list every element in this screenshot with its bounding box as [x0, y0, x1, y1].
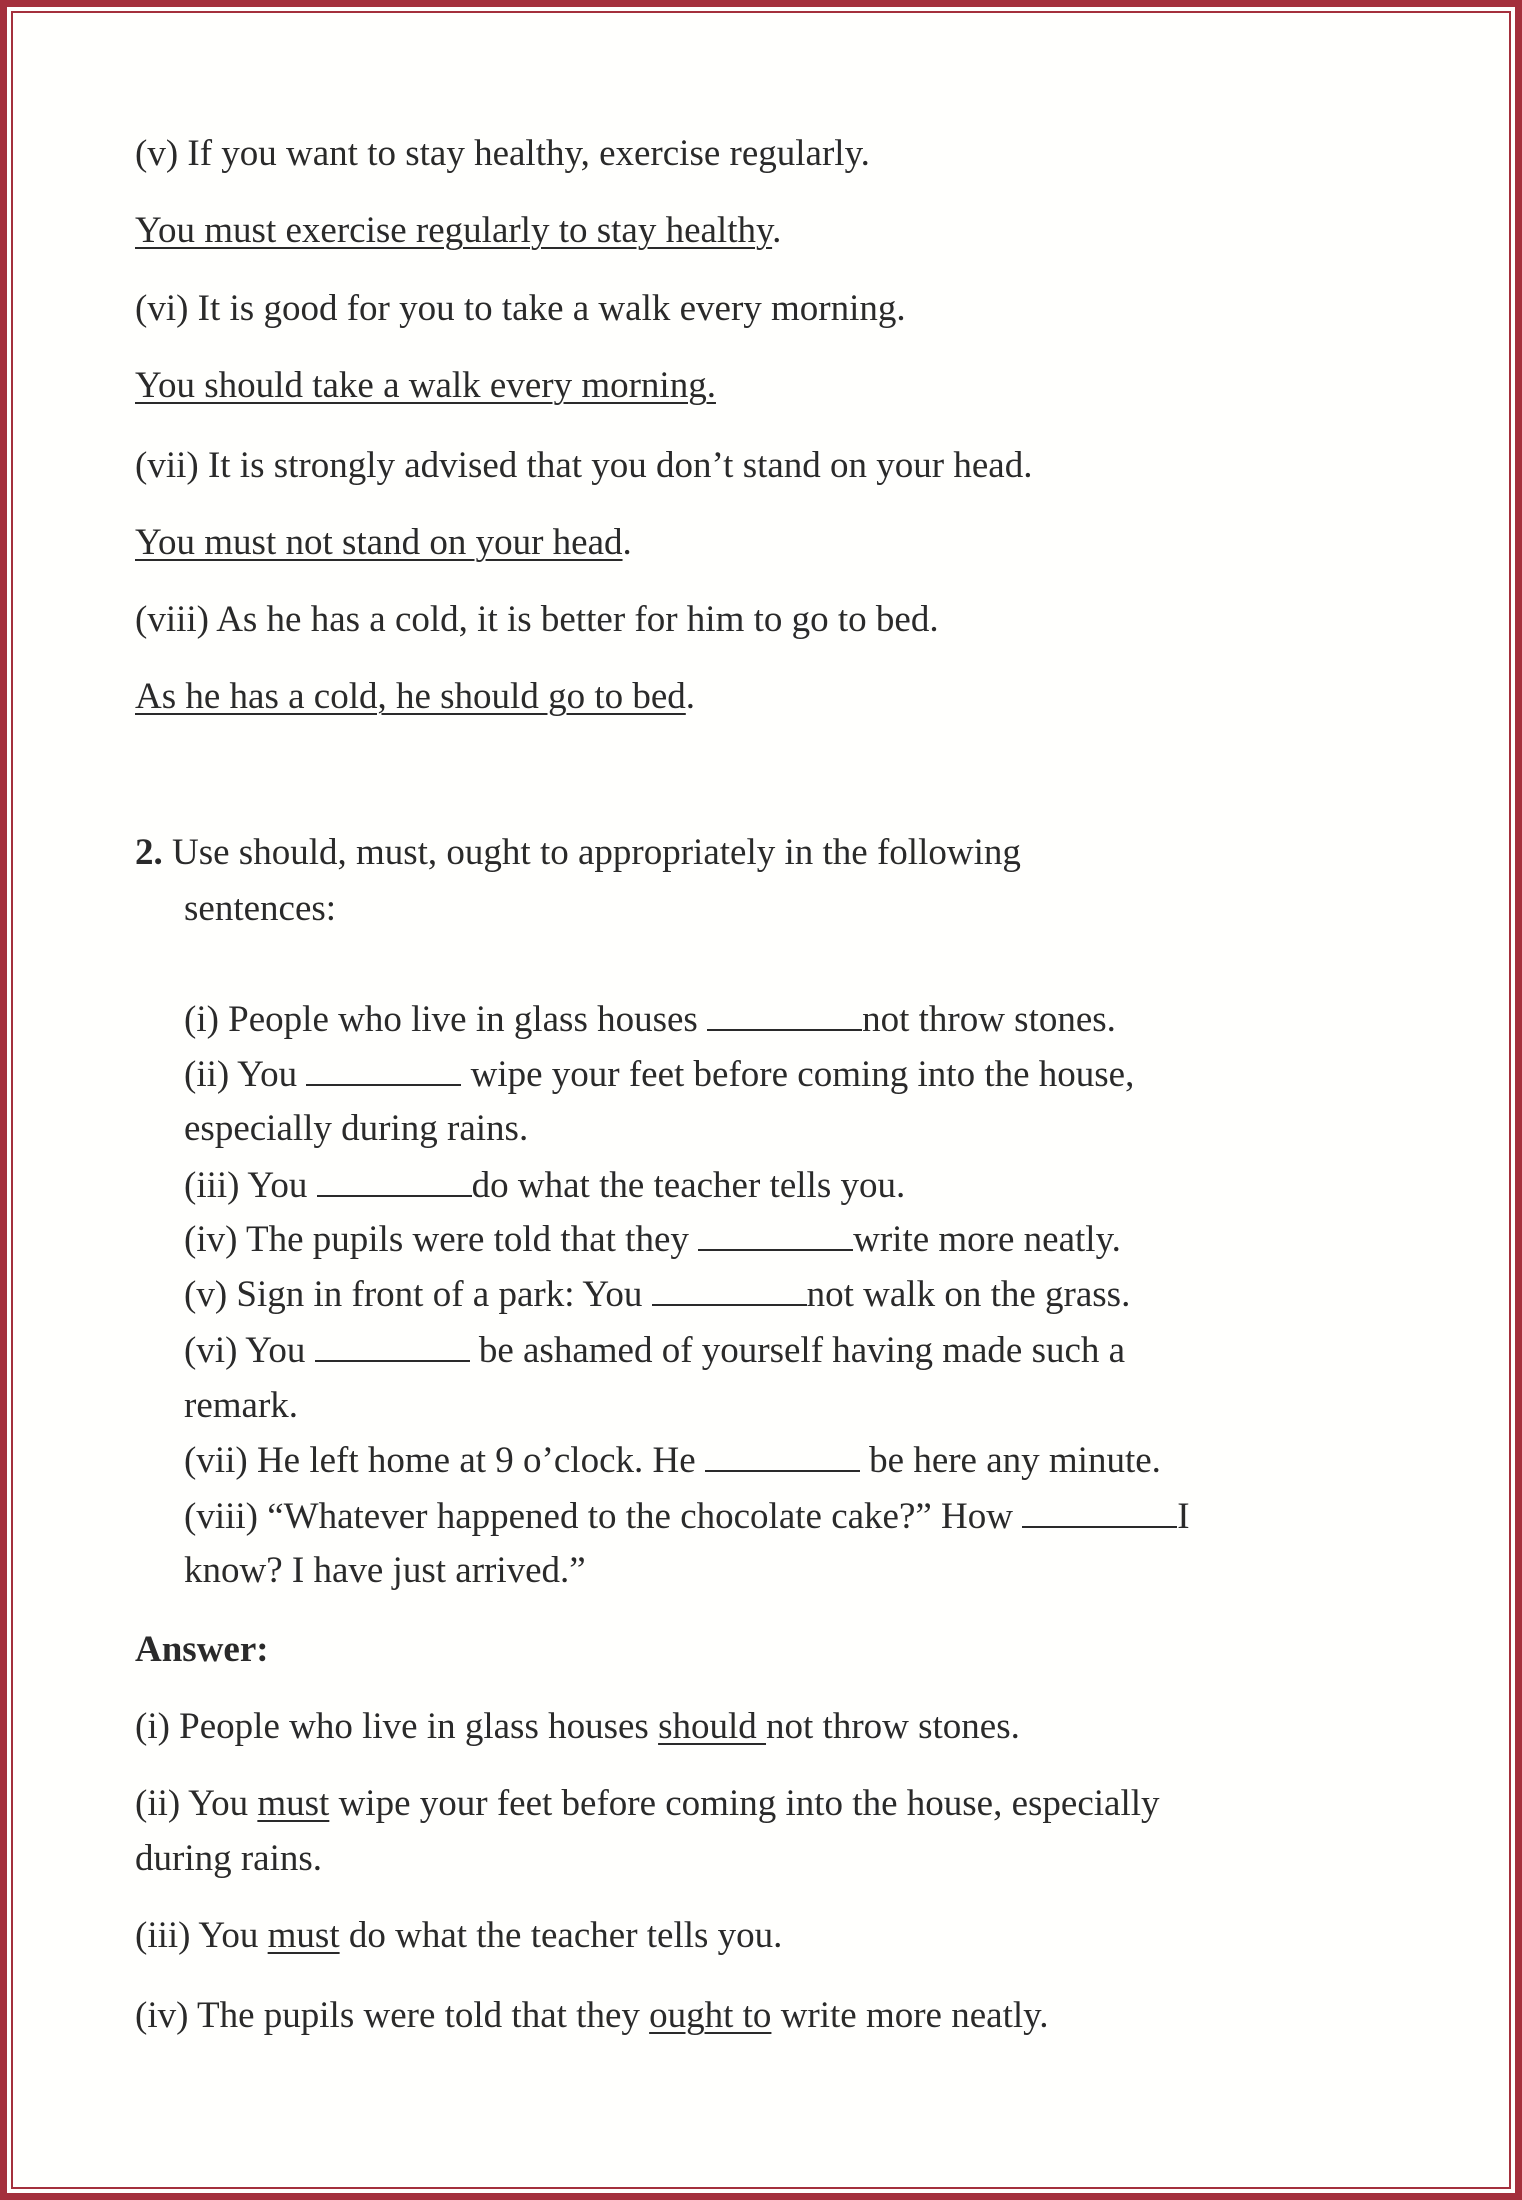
text-segment: remark.	[184, 1385, 299, 1426]
text-segment: (i) People who live in glass houses	[184, 999, 708, 1040]
text-line	[184, 1329, 1125, 1373]
fill-in-blank	[652, 1274, 807, 1306]
text-line	[184, 1439, 1161, 1483]
text-segment: (iii) You	[135, 1915, 268, 1956]
text-segment: (v) Sign in front of a park: You	[184, 1274, 652, 1315]
text-line	[135, 132, 870, 176]
text-segment: (vii) He left home at 9 o’clock. He	[184, 1440, 705, 1481]
fill-in-blank	[315, 1330, 470, 1362]
text-line	[184, 1107, 528, 1151]
text-line	[135, 1628, 269, 1672]
text-segment: especially during rains.	[184, 1108, 529, 1149]
text-line	[184, 1164, 905, 1208]
text-line	[135, 1914, 782, 1958]
text-line	[135, 1837, 322, 1881]
text-line	[135, 831, 1021, 875]
fill-in-blank	[1022, 1496, 1177, 1528]
text-segment: be ashamed of yourself having made such a	[469, 1330, 1126, 1371]
text-segment: .	[685, 676, 696, 717]
text-segment: (vi) It is good for you to take a walk every morning.	[135, 288, 906, 329]
underlined-answer: You should take a walk every morning.	[135, 365, 716, 406]
text-line	[135, 364, 716, 408]
text-segment: (i) People who live in glass houses	[135, 1706, 659, 1747]
text-segment: (iv) The pupils were told that they	[184, 1219, 699, 1260]
text-segment: not throw stones.	[766, 1706, 1020, 1747]
text-line	[135, 1994, 1049, 2038]
text-line	[184, 1218, 1121, 1262]
text-segment: (vi) You	[184, 1330, 315, 1371]
text-line	[135, 287, 906, 331]
bold-label: Answer:	[135, 1629, 269, 1670]
text-segment: sentences:	[184, 888, 337, 929]
text-line	[135, 675, 695, 719]
text-segment: wipe your feet before coming into the house, especially	[329, 1783, 1160, 1824]
text-line	[135, 521, 632, 565]
text-line	[135, 444, 1032, 488]
text-segment: do what the teacher tells you.	[339, 1915, 783, 1956]
text-segment: write more neatly.	[771, 1995, 1049, 2036]
text-segment: (iii) You	[184, 1165, 317, 1206]
text-line	[184, 1384, 298, 1428]
text-segment: not walk on the grass.	[806, 1274, 1131, 1315]
text-segment: Use should, must, ought to appropriately in the following	[172, 832, 1021, 873]
underlined-answer: should	[658, 1706, 767, 1747]
text-line	[184, 1053, 1134, 1097]
text-segment: wipe your feet before coming into the house,	[461, 1054, 1135, 1095]
text-line	[135, 1782, 1160, 1826]
text-segment: (vii) It is strongly advised that you don’t stand on your head.	[135, 445, 1033, 486]
text-line	[135, 1705, 1020, 1749]
fill-in-blank	[306, 1054, 461, 1086]
bold-label: 2.	[135, 832, 172, 873]
text-line	[184, 998, 1116, 1042]
text-segment: do what the teacher tells you.	[471, 1165, 906, 1206]
underlined-answer: ought to	[649, 1995, 772, 2036]
underlined-answer: must	[267, 1915, 340, 1956]
text-segment: be here any minute.	[859, 1440, 1161, 1481]
fill-in-blank	[698, 1219, 853, 1251]
fill-in-blank	[317, 1165, 472, 1197]
text-segment: (viii) As he has a cold, it is better for him to go to bed.	[135, 599, 939, 640]
text-segment: write more neatly.	[853, 1219, 1121, 1260]
text-segment: (iv) The pupils were told that they	[135, 1995, 650, 2036]
text-segment: (ii) You	[184, 1054, 307, 1095]
text-segment: .	[772, 210, 782, 251]
text-line	[184, 1273, 1130, 1317]
text-line	[135, 209, 781, 253]
text-segment: during rains.	[135, 1838, 323, 1879]
text-segment: know? I have just arrived.”	[184, 1550, 586, 1591]
text-line	[184, 887, 336, 931]
text-segment: (viii) “Whatever happened to the chocolate cake?” How	[184, 1496, 1023, 1537]
underlined-answer: must	[257, 1783, 330, 1824]
text-segment: not throw stones.	[862, 999, 1116, 1040]
fill-in-blank	[707, 999, 862, 1031]
fill-in-blank	[705, 1440, 860, 1472]
text-line	[184, 1495, 1190, 1539]
underlined-answer: As he has a cold, he should go to bed	[135, 676, 686, 717]
underlined-answer: You must exercise regularly to stay healthy	[135, 210, 773, 251]
text-segment: .	[622, 522, 632, 563]
text-segment: I	[1177, 1496, 1190, 1537]
underlined-answer: You must not stand on your head	[135, 522, 623, 563]
text-segment: (v) If you want to stay healthy, exercise regularly.	[135, 133, 870, 174]
text-line	[184, 1549, 586, 1593]
text-segment: (ii) You	[135, 1783, 258, 1824]
text-line	[135, 598, 939, 642]
